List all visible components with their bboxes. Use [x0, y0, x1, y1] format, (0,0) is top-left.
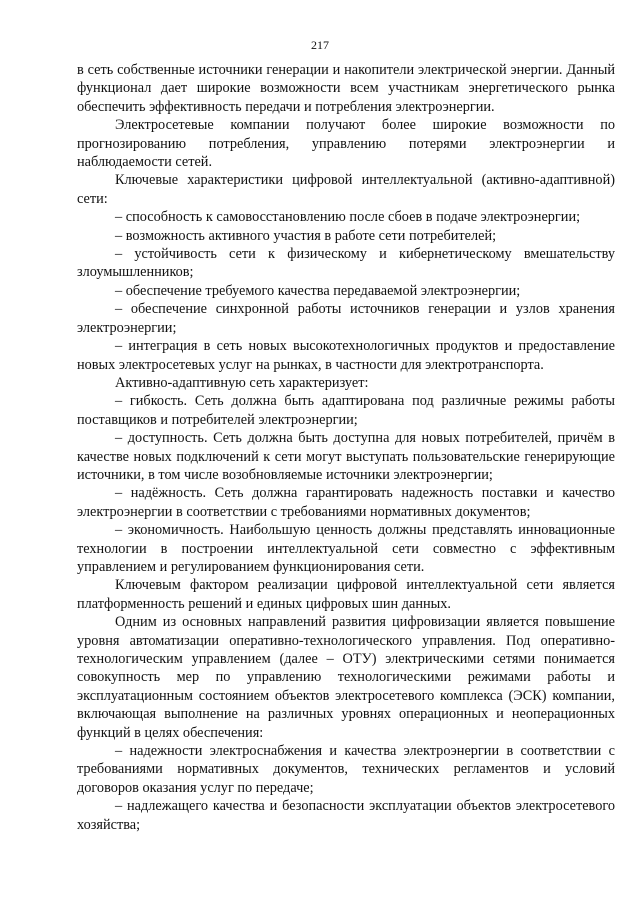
paragraph-key-characteristics: Ключевые характеристики цифровой интеллектуальной (активно-адаптивной) сети:: [77, 172, 615, 207]
list-item: – доступность. Сеть должна быть доступна для новых потребителей, причём в качестве новых подключений к сети могут выступать пользовательские генерирующие источники, в том числе возобновляемые источники электроэнергии;: [77, 430, 615, 483]
paragraph-key-factor: Ключевым фактором реализации цифровой интеллектуальной сети является платформенность решений и единых цифровых шин данных.: [77, 577, 615, 612]
list-item: – экономичность. Наибольшую ценность должны представлять инновационные технологии в построении интеллектуальной сети совместно с эффективным управлением и регулированием функционирования сети.: [77, 522, 615, 575]
list-item: – возможность активного участия в работе сети потребителей;: [115, 227, 497, 244]
page-number: 217: [311, 38, 329, 52]
paragraph-adaptive-grid: Активно-адаптивную сеть характеризует:: [115, 374, 369, 391]
list-item: – надлежащего качества и безопасности эксплуатации объектов электросетевого хозяйства;: [77, 798, 615, 833]
list-item: – обеспечение требуемого качества передаваемой электроэнергии;: [115, 282, 521, 299]
paragraph-otu-definition: Одним из основных направлений развития цифровизации является повышение уровня автоматизации оперативно-технологического управления. Под оперативно-технологическим управлением (далее – ОТУ) электрическими сетями понимается совокупность мер по управлению технологическими режимами работы и эксплуатационным состоянием объектов электросетевого комплекса (ЭСК) компании, включающая выполнение на различных уровнях операционных и неоперационных функций в целях обеспечения:: [77, 614, 615, 741]
list-item: – интеграция в сеть новых высокотехнологичных продуктов и предоставление новых электросетевых услуг на рынках, в частности для электротранспорта.: [77, 338, 615, 373]
list-item: – надёжность. Сеть должна гарантировать надежность поставки и качество электроэнергии в соответствии с требованиями нормативных документов;: [77, 485, 615, 520]
list-item: – обеспечение синхронной работы источников генерации и узлов хранения электроэнергии;: [77, 301, 615, 336]
list-item: – устойчивость сети к физическому и кибернетическому вмешательству злоумышленников;: [77, 246, 615, 281]
paragraph-grid-companies: Электросетевые компании получают более широкие возможности по прогнозированию потребления, управлению потерями электроэнергии и наблюдаемости сетей.: [77, 117, 615, 171]
paragraph-intro-continuation: в сеть собственные источники генерации и накопители электрической энергии. Данный функционал дает широкие возможности всем участникам энергетического рынка обеспечить эффективность передачи и потребления электроэнергии.: [77, 62, 615, 115]
document-body: [77, 61, 615, 834]
list-item: – надежности электроснабжения и качества электроэнергии в соответствии с требованиями нормативных документов, технических регламентов и условий договоров оказания услуг по передаче;: [77, 743, 615, 796]
list-item: – гибкость. Сеть должна быть адаптирована под различные режимы работы поставщиков и потребителей электроэнергии;: [77, 393, 615, 428]
list-item: – способность к самовосстановлению после сбоев в подаче электроэнергии;: [115, 209, 581, 226]
